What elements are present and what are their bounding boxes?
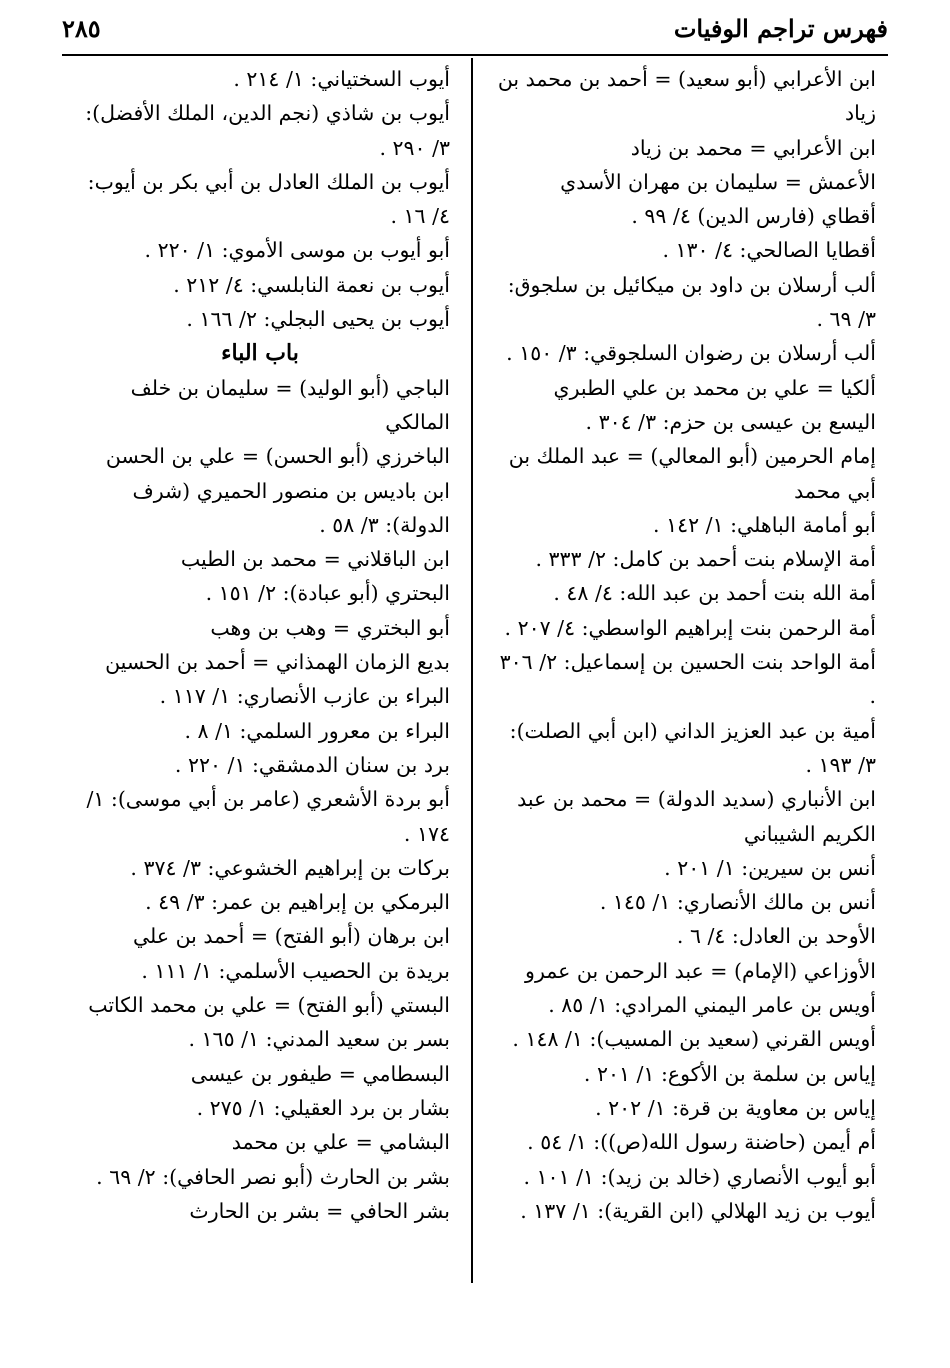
index-entry: الباخرزي (أبو الحسن) = علي بن الحسن [105,444,450,469]
index-entry: بديع الزمان الهمذاني = أحمد بن الحسين [105,650,450,675]
index-entry: أيوب بن زيد الهلالي (ابن القرية): ١/ ١٣٧ . [520,1198,876,1223]
column-divider [471,58,473,1283]
index-entry: ابن الأنباري (سديد الدولة) = محمد بن عبد الكريم الشيباني [517,787,876,846]
index-entry: أقطايا الصالحي: ٤/ ١٣٠ . [662,238,876,263]
index-entry: البستي (أبو الفتح) = علي بن محمد الكاتب [88,993,450,1018]
index-entry: بريدة بن الحصيب الأسلمي: ١/ ١١١ . [141,958,450,983]
index-entry: أمية بن عبد العزيز الداني (ابن أبي الصلت): ٣/ ١٩٣ . [509,718,876,777]
index-entry: أبو بردة الأشعري (عامر بن أبي موسى): ١/ ١٧٤ . [86,787,450,846]
index-entry: ألكيا = علي بن محمد بن علي الطبري [553,375,876,400]
index-entry: الأعمش = سليمان بن مهران الأسدي [560,169,876,194]
index-entry: ابن الأعرابي (أبو سعيد) = أحمد بن محمد بن زياد [497,67,876,126]
index-entry: أيوب بن شاذي (نجم الدين، الملك الأفضل): ٣/ ٢٩٠ . [85,101,450,160]
index-entry: البراء بن عازب الأنصاري: ١/ ١١٧ . [159,684,450,709]
index-entry: البراء بن معرور السلمي: ١/ ٨ . [184,718,450,743]
index-entry: أيوب بن نعمة النابلسي: ٤/ ٢١٢ . [173,272,450,297]
index-entry: أبو البختري = وهب بن وهب [210,615,450,640]
index-entry: ابن الأعرابي = محمد بن زياد [630,135,876,160]
index-entry: بشار بن برد العقيلي: ١/ ٢٧٥ . [196,1095,450,1120]
index-entry: البرمكي بن إبراهيم بن عمر: ٣/ ٤٩ . [145,890,450,915]
index-entry: اليسع بن عيسى بن حزم: ٣/ ٣٠٤ . [585,409,876,434]
index-entry: أيوب السختياني: ١/ ٢١٤ . [233,67,450,91]
header-rule [62,54,888,56]
index-entry: أيوب بن الملك العادل بن أبي بكر بن أيوب: ٤/ ١٦ . [87,169,450,229]
index-entry: إمام الحرمين (أبو المعالي) = عبد الملك بن أبي محمد [508,444,876,503]
index-entry: إياس بن سلمة بن الأكوع: ١/ ٢٠١ . [583,1061,876,1086]
index-entry: برد بن سنان الدمشقي: ١/ ٢٢٠ . [174,752,450,777]
section-heading: باب الباء [221,340,299,367]
index-entry: أويس بن عامر اليمني المرادي: ١/ ٨٥ . [548,993,876,1018]
index-entry: أمة الله بنت أحمد بن عبد الله: ٤/ ٤٨ . [553,581,876,606]
index-entry: الباجي (أبو الوليد) = سليمان بن خلف المالكي [130,375,450,434]
index-column-right [496,62,876,1228]
index-entry: أمة الواحد بنت الحسين بن إسماعيل: ٢/ ٣٠٦ . [499,650,876,709]
index-entry: البسطامي = طيفور بن عيسى [190,1061,450,1086]
index-entry: أبو أيوب الأنصاري (خالد بن زيد): ١/ ١٠١ . [523,1164,876,1189]
index-entry: بشر بن الحارث (أبو نصر الحافي): ٢/ ٦٩ . [96,1164,450,1189]
index-entry: ألب أرسلان بن رضوان السلجوقي: ٣/ ١٥٠ . [506,341,876,366]
index-entry: أيوب بن يحيى البجلي: ٢/ ١٦٦ . [186,307,450,332]
index-entry: ألب أرسلان بن داود بن ميكائيل بن سلجوق: ٣/ ٦٩ . [507,272,876,332]
running-title: فهرس تراجم الوفيات [673,13,888,43]
index-entry: بشر الحافي = بشر بن الحارث [189,1198,450,1223]
index-entries-alif-continued [70,62,450,336]
index-entry: ابن برهان (أبو الفتح) = أحمد بن علي [132,924,450,949]
index-entry: أبو أمامة الباهلي: ١/ ١٤٢ . [653,512,876,537]
index-entry: أويس القرني (سعيد بن المسيب): ١/ ١٤٨ . [512,1027,876,1052]
index-entry: أنس بن مالك الأنصاري: ١/ ١٤٥ . [599,890,876,915]
index-entries-ba [70,371,450,1228]
index-entry: بسر بن سعيد المدني: ١/ ١٦٥ . [188,1027,450,1052]
page-number: ٢٨٥ [62,13,101,43]
index-entry: البحتري (أبو عبادة): ٢/ ١٥١ . [205,581,450,606]
index-entry: أمة الرحمن بنت إبراهيم الواسطي: ٤/ ٢٠٧ . [504,615,876,640]
index-column-left [70,62,450,1228]
index-entry: ابن باديس بن منصور الحميري (شرف الدولة): ٣/ ٥٨ . [132,478,450,537]
index-entry: أم أيمن (حاضنة رسول الله(ص)): ١/ ٥٤ . [527,1130,876,1155]
index-entry: أنس بن سيرين: ١/ ٢٠١ . [664,855,876,880]
index-entry: بركات بن إبراهيم الخشوعي: ٣/ ٣٧٤ . [130,855,450,880]
index-entry: الأوزاعي (الإمام) = عبد الرحمن بن عمرو [525,958,876,983]
index-entry: إياس بن معاوية بن قرة: ١/ ٢٠٢ . [595,1095,876,1120]
index-entry: أمة الإسلام بنت أحمد بن كامل: ٢/ ٣٣٣ . [535,547,876,572]
index-entry: أقطاي (فارس الدين) ٤/ ٩٩ . [631,204,876,229]
index-entry: ابن الباقلاني = محمد بن الطيب [180,547,450,572]
index-entry: أبو أيوب بن موسى الأموي: ١/ ٢٢٠ . [144,238,450,263]
index-entry: البشامي = علي بن محمد [231,1130,450,1155]
index-entry: الأوحد بن العادل: ٤/ ٦ . [676,924,876,949]
page-header [62,6,888,50]
